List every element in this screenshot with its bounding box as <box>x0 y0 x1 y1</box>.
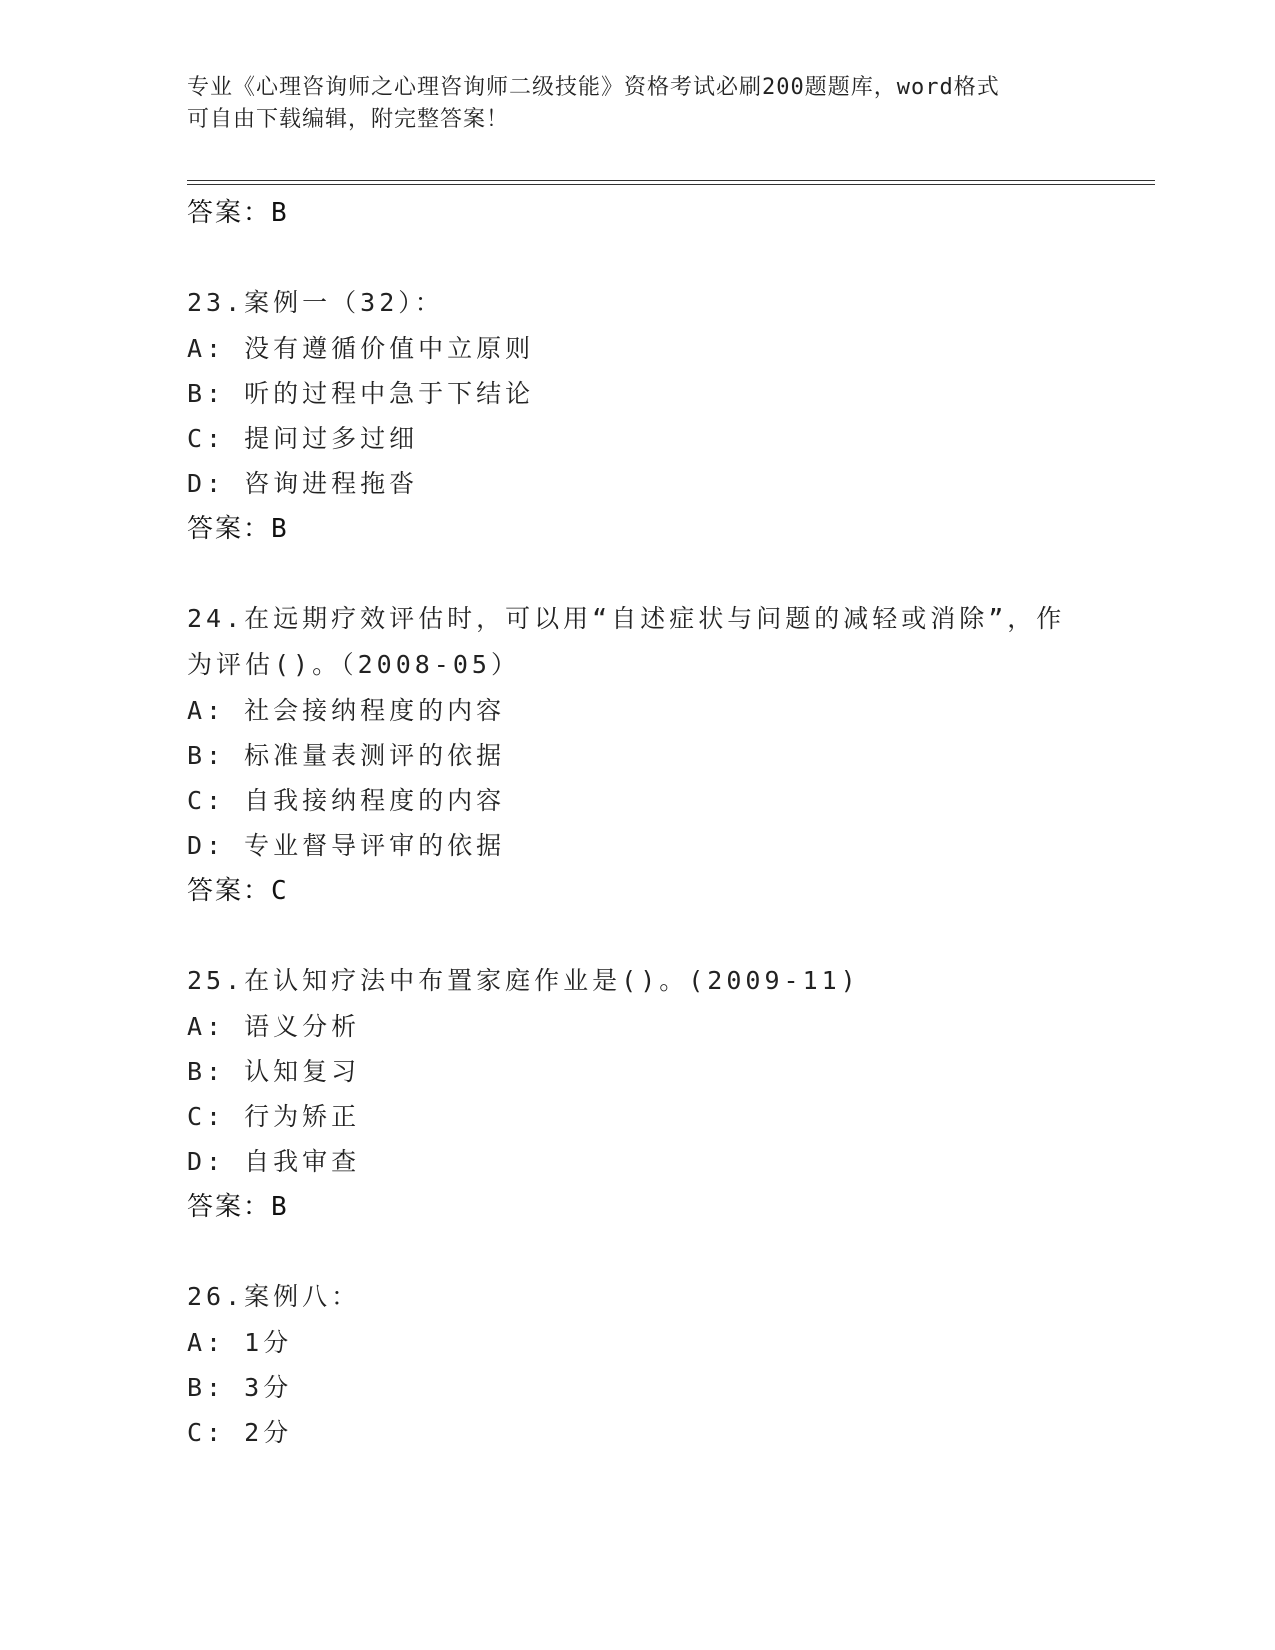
option-b: B: 认知复习 <box>187 1057 361 1086</box>
question-text: 23.案例一（32）： <box>187 288 444 317</box>
option-c: C: 自我接纳程度的内容 <box>187 786 506 815</box>
header-rule <box>187 180 1155 181</box>
question-text-continued: 为评估()。（2008-05） <box>187 650 520 679</box>
option-b: B: 标准量表测评的依据 <box>187 741 506 770</box>
option-c: C: 行为矫正 <box>187 1102 361 1131</box>
question-text: 26.案例八： <box>187 1282 361 1311</box>
question-answer: 答案：B <box>187 514 289 544</box>
question-text: 25.在认知疗法中布置家庭作业是()。(2009-11) <box>187 966 860 995</box>
option-d: D: 自我审查 <box>187 1147 361 1176</box>
question-25 <box>187 958 1087 1230</box>
question-answer: 答案：C <box>187 876 289 906</box>
option-a: A: 语义分析 <box>187 1012 361 1041</box>
option-b: B: 3分 <box>187 1373 293 1402</box>
previous-answer: 答案：B <box>187 198 289 228</box>
option-a: A: 社会接纳程度的内容 <box>187 696 506 725</box>
question-list <box>187 190 1087 1455</box>
question-answer: 答案：B <box>187 1192 289 1222</box>
option-c: C: 提问过多过细 <box>187 424 419 453</box>
question-23 <box>187 280 1087 552</box>
option-a: A: 1分 <box>187 1328 293 1357</box>
option-d: D: 咨询进程拖沓 <box>187 469 419 498</box>
question-26 <box>187 1274 1087 1455</box>
document-header <box>187 72 1087 136</box>
option-d: D: 专业督导评审的依据 <box>187 831 506 860</box>
header-line-2: 可自由下载编辑，附完整答案！ <box>187 107 510 132</box>
option-c: C: 2分 <box>187 1418 293 1447</box>
option-a: A: 没有遵循价值中立原则 <box>187 334 535 363</box>
question-24 <box>187 596 1087 914</box>
option-b: B: 听的过程中急于下结论 <box>187 379 535 408</box>
header-line-1: 专业《心理咨询师之心理咨询师二级技能》资格考试必刷200题题库，word格式 <box>187 75 1000 100</box>
question-text: 24.在远期疗效评估时，可以用“自述症状与问题的减轻或消除”，作 <box>187 604 1066 633</box>
header-rule-double <box>187 184 1155 185</box>
